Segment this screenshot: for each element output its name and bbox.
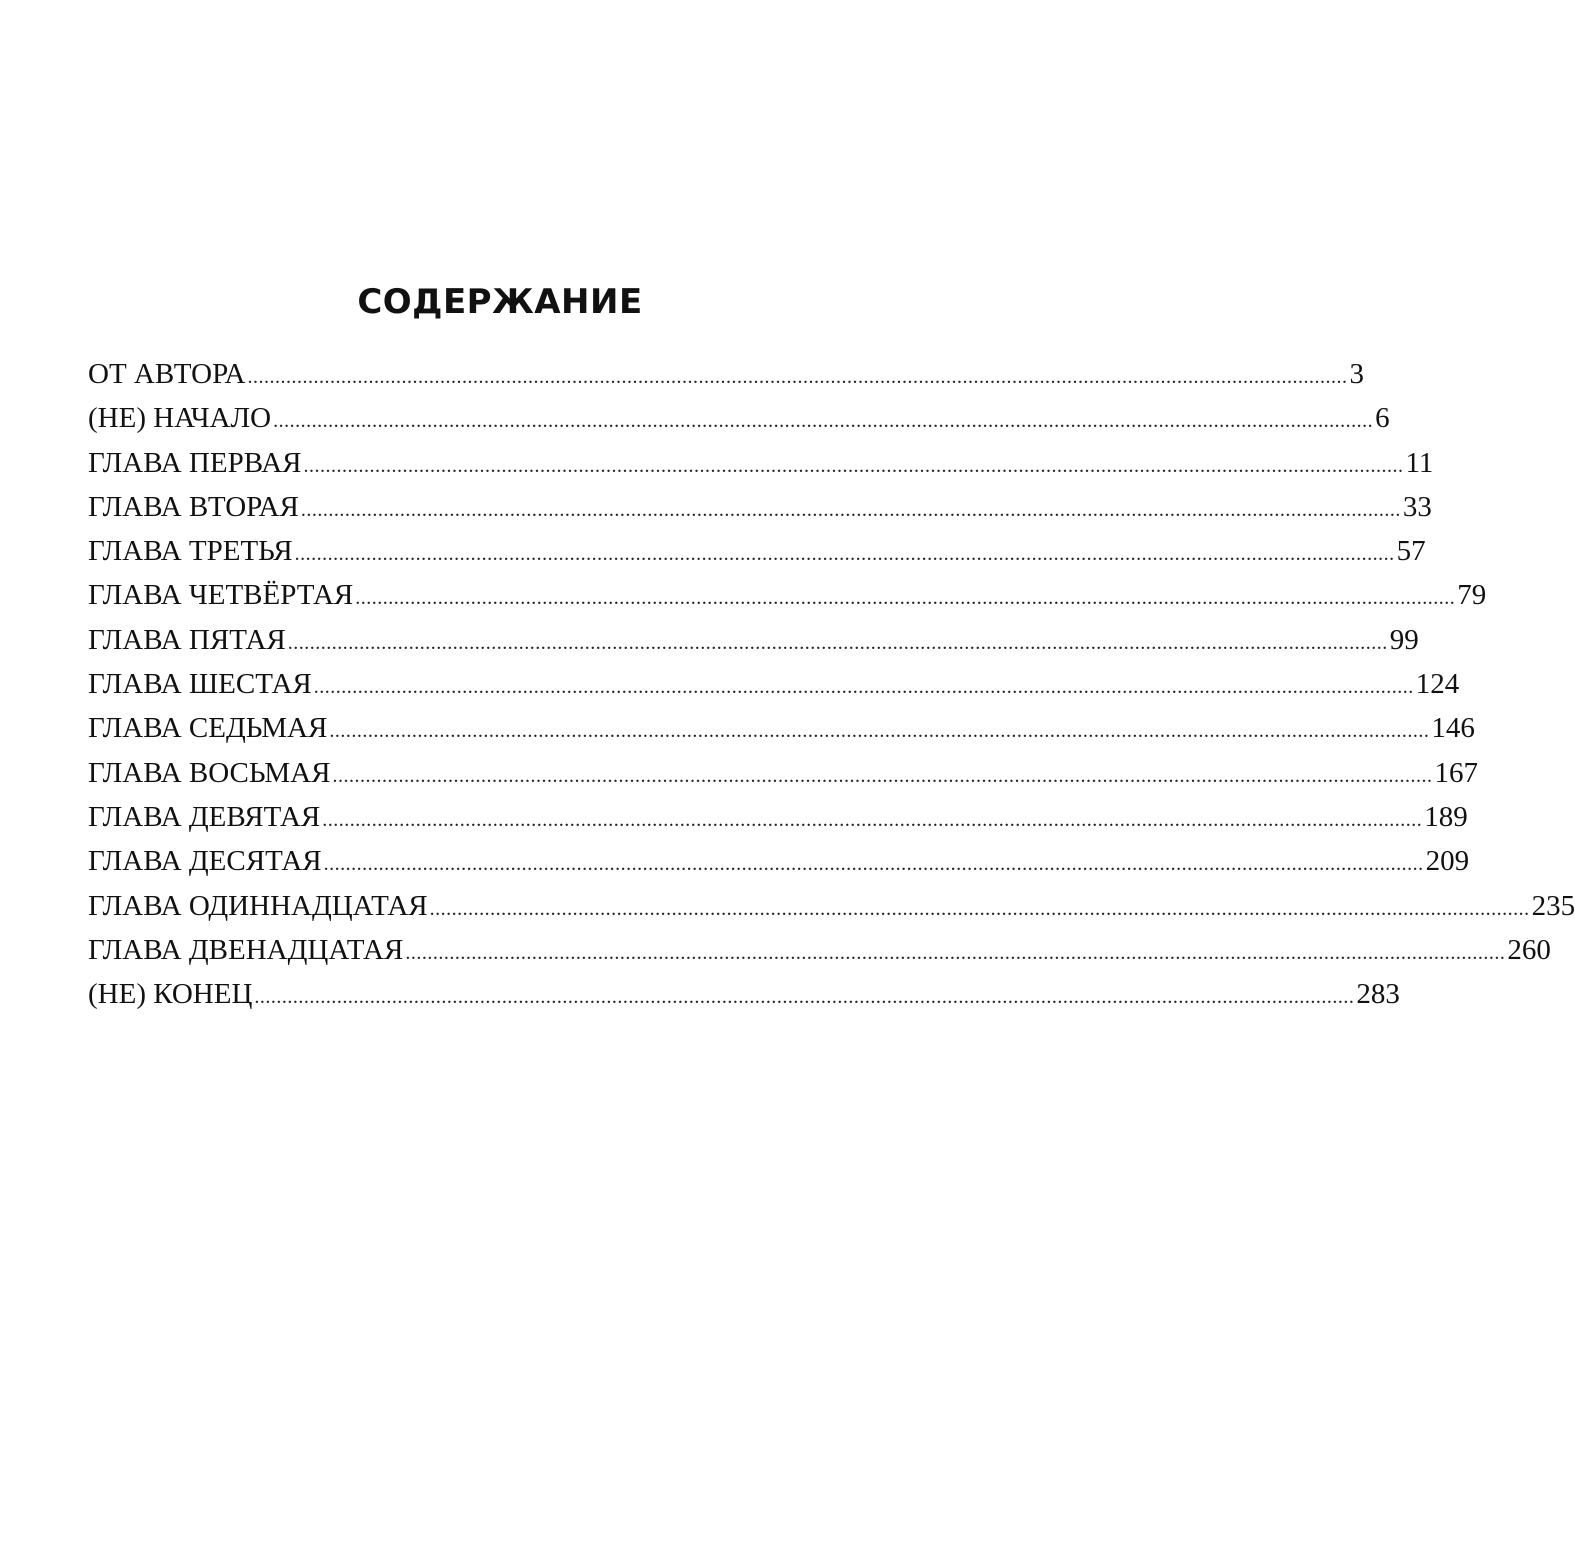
toc-entry-page: 57 bbox=[1396, 535, 1426, 568]
dot-leader: ........................................................................................................................................................................................................ bbox=[313, 676, 1414, 699]
toc-entry-page: 6 bbox=[1375, 402, 1390, 435]
toc-entry-label: ГЛАВА ПЕРВАЯ bbox=[88, 446, 302, 479]
toc-entry-label: ГЛАВА ДВЕНАДЦАТАЯ bbox=[88, 933, 404, 966]
toc-entry bbox=[88, 839, 1470, 883]
toc-entry bbox=[88, 529, 1426, 573]
dot-leader: ........................................................................................................................................................................................................ bbox=[273, 410, 1374, 433]
toc-entry-label: ОТ АВТОРА bbox=[88, 358, 246, 390]
dot-leader: ........................................................................................................................................................................................................ bbox=[300, 498, 1401, 521]
toc-entry-label: ГЛАВА ЧЕТВЁРТАЯ bbox=[88, 579, 354, 612]
toc-entry-page: 189 bbox=[1424, 800, 1468, 833]
toc-entry-page: 3 bbox=[1349, 358, 1364, 390]
toc-entry bbox=[88, 441, 1434, 485]
toc-entry bbox=[88, 618, 1419, 662]
dot-leader: ........................................................................................................................................................................................................ bbox=[332, 764, 1433, 787]
toc-entry bbox=[88, 795, 1468, 839]
toc-entry-label: ГЛАВА ВТОРАЯ bbox=[88, 490, 299, 523]
dot-leader: ........................................................................................................................................................................................................ bbox=[303, 454, 1404, 477]
dot-leader: ........................................................................................................................................................................................................ bbox=[294, 543, 1395, 566]
toc-entry-page: 260 bbox=[1507, 933, 1551, 966]
toc-entry-label: ГЛАВА ОДИННАДЦАТАЯ bbox=[88, 889, 428, 922]
dot-leader: ........................................................................................................................................................................................................ bbox=[355, 587, 1456, 610]
toc-entry-page: 167 bbox=[1434, 756, 1478, 789]
toc-entry-page: 79 bbox=[1457, 579, 1487, 612]
dot-leader: ........................................................................................................................................................................................................ bbox=[254, 986, 1355, 1009]
dot-leader: ........................................................................................................................................................................................................ bbox=[287, 631, 1388, 654]
toc-entry bbox=[88, 352, 1364, 396]
toc-entry-label: ГЛАВА ВОСЬМАЯ bbox=[88, 756, 331, 789]
toc-entry bbox=[88, 972, 1400, 1016]
toc-entry bbox=[88, 485, 1432, 529]
toc-entry-page: 99 bbox=[1389, 623, 1419, 656]
page-title: СОДЕРЖАНИЕ bbox=[357, 282, 643, 322]
toc-entry-label: ГЛАВА ПЯТАЯ bbox=[88, 623, 286, 656]
toc-entry bbox=[88, 662, 1460, 706]
toc-entry bbox=[88, 751, 1478, 795]
dot-leader: ........................................................................................................................................................................................................ bbox=[323, 853, 1424, 876]
toc-entry-page: 146 bbox=[1431, 712, 1475, 745]
toc-entry-page: 124 bbox=[1415, 668, 1460, 701]
toc-entry-page: 235 bbox=[1531, 889, 1575, 922]
toc-entry-label: ГЛАВА ДЕВЯТАЯ bbox=[88, 800, 321, 833]
dot-leader: ........................................................................................................................................................................................................ bbox=[429, 897, 1530, 920]
toc-entry-label: ГЛАВА ТРЕТЬЯ bbox=[88, 535, 293, 568]
dot-leader: ........................................................................................................................................................................................................ bbox=[405, 941, 1506, 964]
toc-entry-page: 209 bbox=[1425, 845, 1470, 878]
toc-entry-page: 33 bbox=[1402, 490, 1432, 523]
toc-entry-label: ГЛАВА СЕДЬМАЯ bbox=[88, 712, 328, 745]
toc-entry-label: (НЕ) КОНЕЦ bbox=[88, 978, 253, 1011]
dot-leader: ........................................................................................................................................................................................................ bbox=[247, 366, 1348, 388]
toc-entry bbox=[88, 396, 1390, 440]
dot-leader: ........................................................................................................................................................................................................ bbox=[329, 720, 1430, 743]
toc-entry bbox=[88, 573, 1487, 617]
toc-entry-label: ГЛАВА ШЕСТАЯ bbox=[88, 668, 312, 701]
table-of-contents bbox=[88, 352, 1575, 1016]
toc-entry bbox=[88, 928, 1551, 972]
toc-entry bbox=[88, 706, 1475, 750]
toc-entry-label: ГЛАВА ДЕСЯТАЯ bbox=[88, 845, 322, 878]
toc-entry bbox=[88, 884, 1575, 928]
toc-entry-page: 283 bbox=[1356, 978, 1400, 1011]
toc-entry-label: (НЕ) НАЧАЛО bbox=[88, 402, 272, 435]
toc-entry-page: 11 bbox=[1405, 446, 1434, 479]
dot-leader: ........................................................................................................................................................................................................ bbox=[322, 808, 1423, 831]
